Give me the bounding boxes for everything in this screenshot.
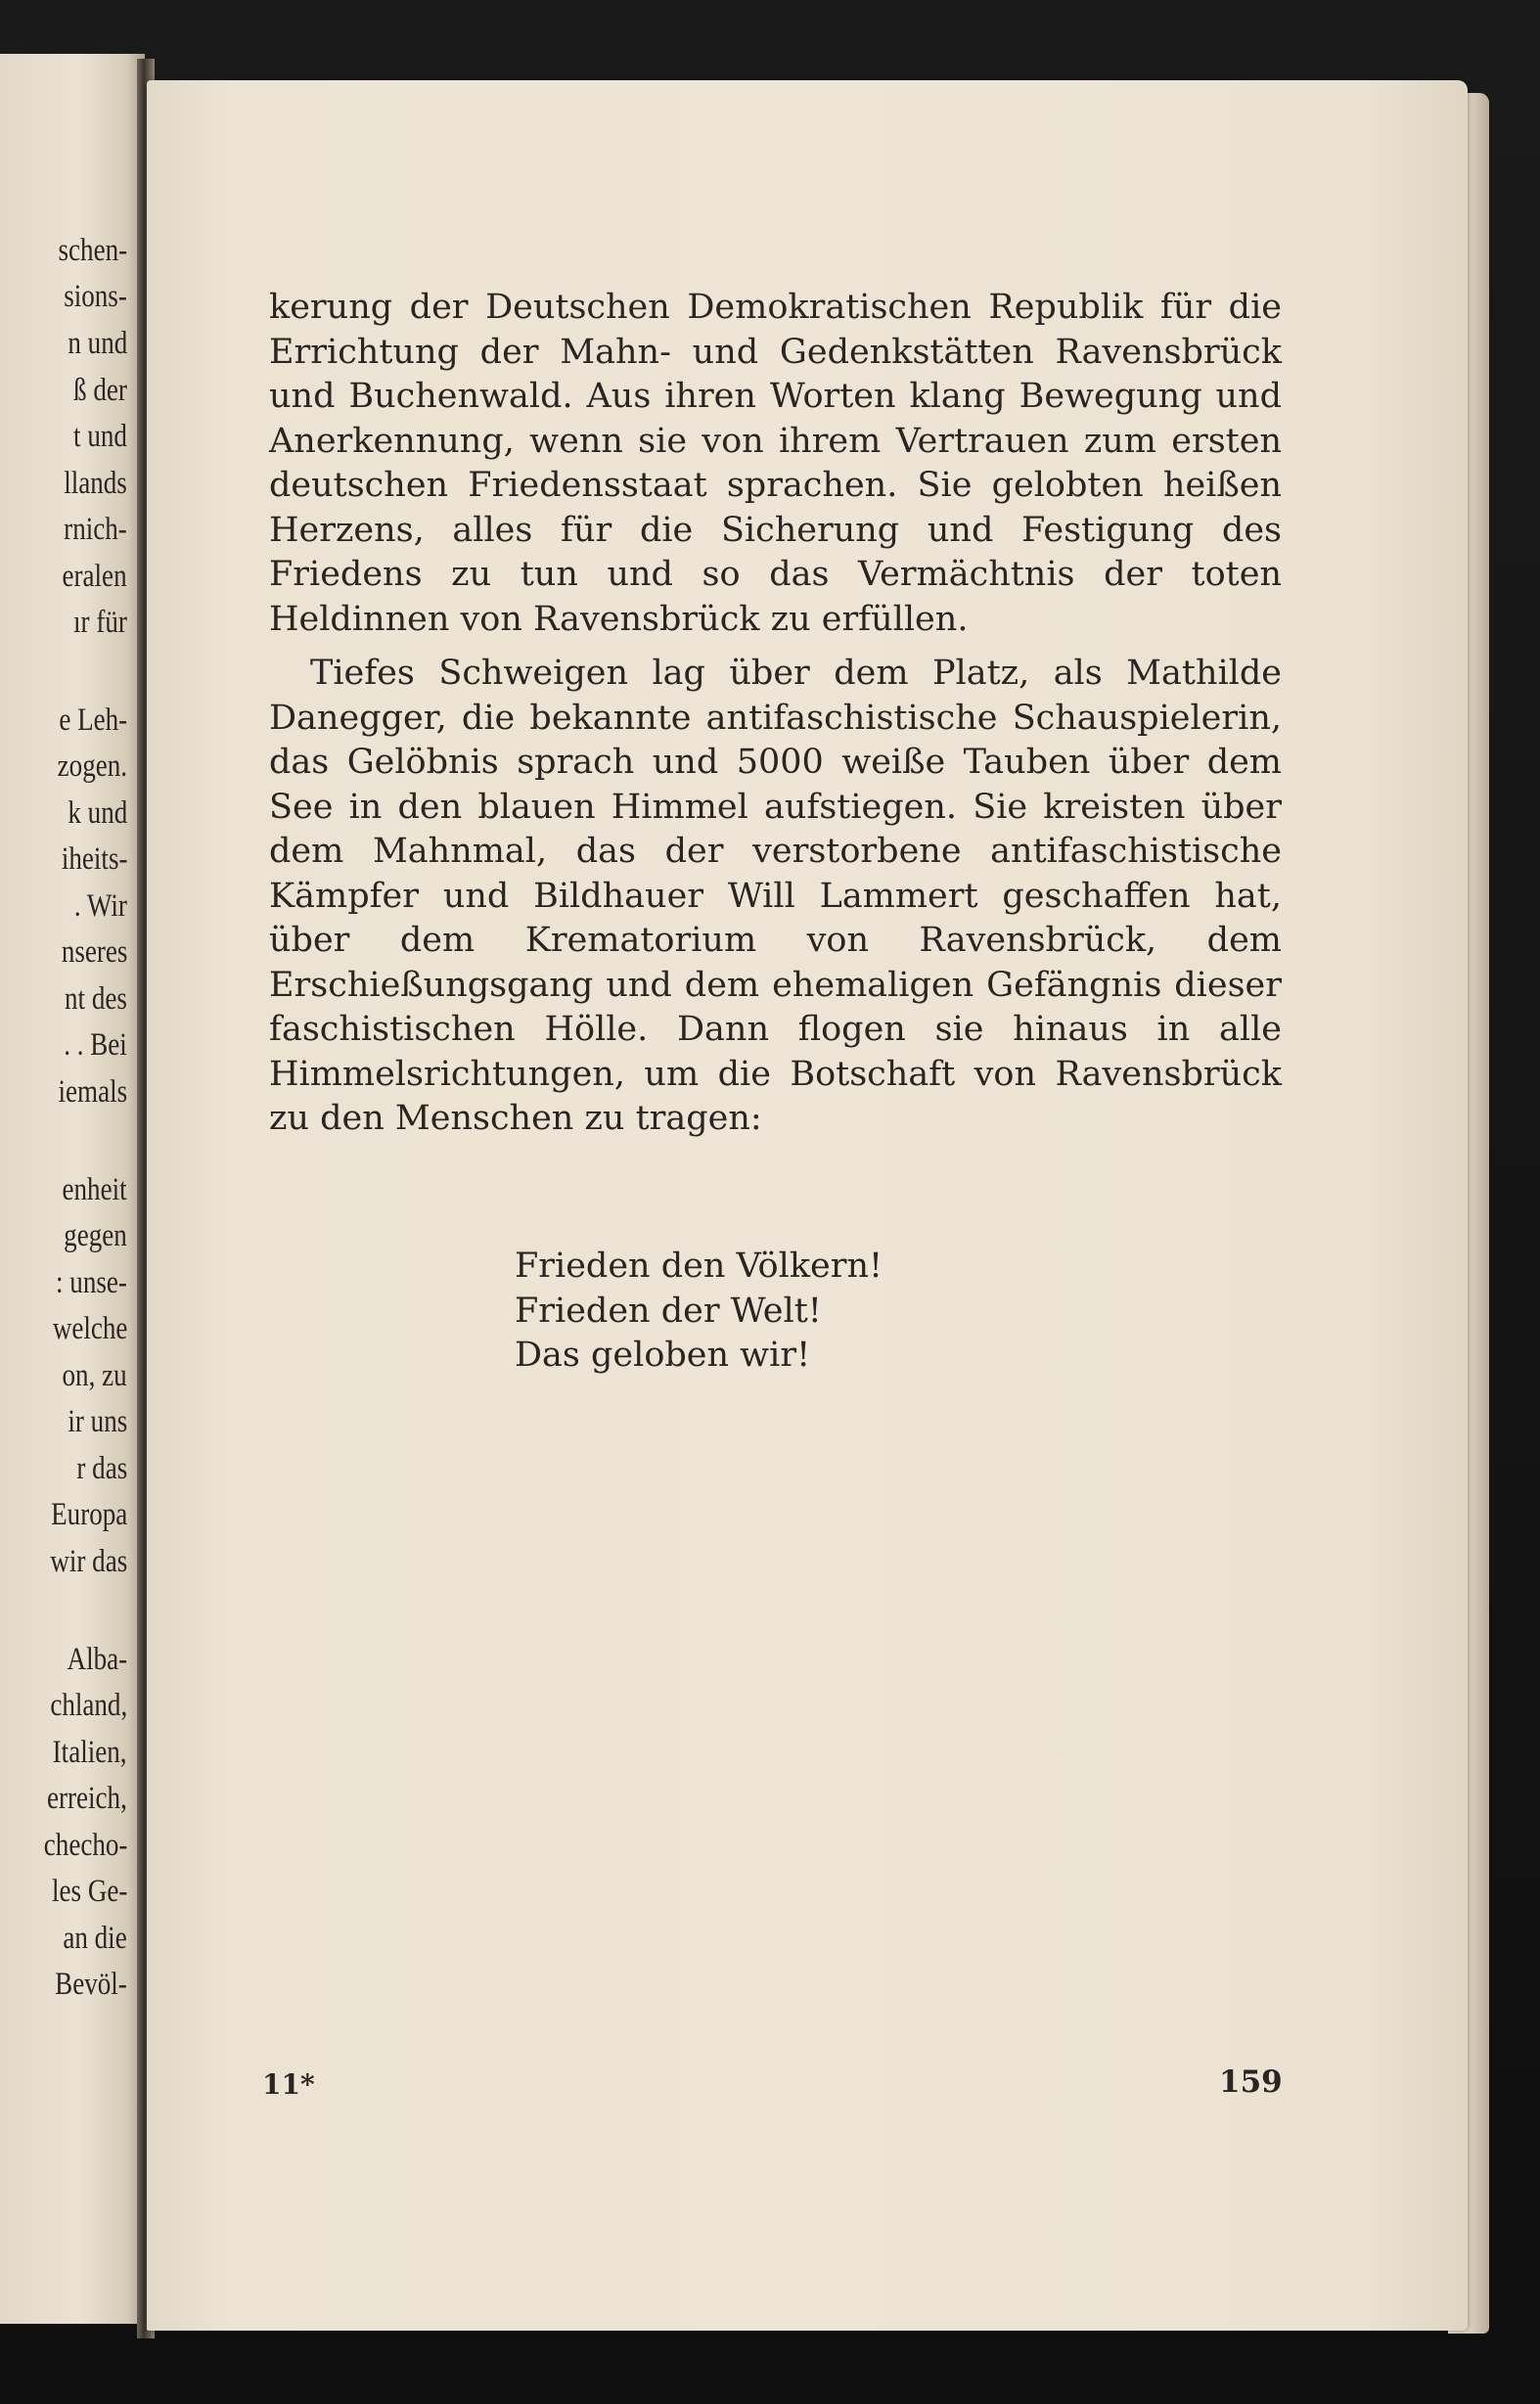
left-page-fragment: an die [63, 1921, 127, 1956]
left-page-fragment: r das [76, 1451, 127, 1486]
left-page-fragment: enheit [62, 1172, 127, 1207]
left-page-fragment: erreich, [47, 1781, 127, 1816]
left-page-fragment: . Wir [73, 888, 127, 924]
left-page-fragment: Europa [50, 1497, 127, 1532]
left-page-fragment: nt des [65, 981, 127, 1017]
left-page-fragment: e Leh- [59, 703, 127, 738]
page-number: 159 [1219, 2064, 1283, 2100]
left-page-fragment: t und [73, 419, 127, 454]
left-page-fragment: sions- [64, 279, 127, 314]
verse-line: Frieden der Welt! [515, 1291, 822, 1331]
left-page-fragment: zogen. [57, 748, 127, 784]
verse-line: Das geloben wir! [515, 1336, 811, 1375]
left-page-fragment: ır für [73, 605, 127, 640]
left-page-fragment: iheits- [61, 841, 127, 877]
left-page-fragment: iemals [58, 1074, 127, 1110]
left-page-fragment: Alba- [67, 1642, 127, 1677]
verse-line: Frieden den Völkern! [515, 1247, 883, 1286]
left-page-fragment: : unse- [56, 1265, 127, 1300]
left-page-fragment: ß der [73, 373, 127, 408]
paragraph: kerung der Deutschen Demokratischen Republik für die Errichtung der Mahn- und Gedenkstätten Ravensbrück und Buchenwald. Aus ihren Worten klang Bewegung und Anerkennung, wenn sie von ihrem Vertrauen zum ersten deutschen Friedensstaat sprachen. Sie gelobten heißen Herzens, alles für die Sicherung und Festigung des Friedens zu tun und so das Vermächtnis der toten Heldinnen von Ravensbrück zu erfüllen. [269, 288, 1282, 639]
body-text [269, 286, 1282, 1142]
left-page-fragment: . . Bei [64, 1027, 127, 1063]
left-page-fragment: les Ge- [51, 1874, 127, 1909]
left-page-fragment: schen- [58, 233, 127, 268]
left-page-fragment: ir uns [68, 1404, 127, 1439]
left-page-fragment: rnich- [64, 512, 127, 547]
left-page-fragment: welche [52, 1311, 127, 1346]
left-page-fragment: Bevöl- [55, 1967, 127, 2002]
left-page-fragment: eralen [62, 559, 127, 594]
left-page-fragment: wir das [50, 1544, 127, 1579]
left-page-fragment: k und [68, 795, 127, 831]
left-page-fragment: nseres [61, 934, 127, 970]
left-page-fragment: gegen [64, 1218, 127, 1253]
left-page-edge [0, 54, 145, 2324]
verse-block [515, 1245, 883, 1379]
left-page-fragment: n und [68, 326, 127, 361]
signature-mark: 11* [262, 2068, 315, 2101]
paragraph: Tiefes Schweigen lag über dem Platz, als Mathilde Danegger, die bekannte antifaschistische Schauspielerin, das Gelöbnis sprach und 5000 weiße Tauben über dem See in den blauen Himmel aufstiegen. Sie kreisten über dem Mahnmal, das der verstorbene antifaschistische Kämpfer und Bildhauer Will Lammert geschaffen hat, über dem Krematorium von Ravensbrück, dem Erschießungsgang und dem ehemaligen Gefängnis dieser faschistischen Hölle. Dann flogen sie hinaus in alle Himmelsrichtungen, um die Botschaft von Ravensbrück zu den Menschen zu tragen: [269, 654, 1282, 1138]
left-page-fragment: on, zu [62, 1358, 127, 1393]
left-page-fragment: checho- [43, 1828, 127, 1863]
left-page-fragment: llands [64, 466, 127, 501]
left-page-fragment: chland, [50, 1688, 127, 1723]
left-page-fragment: Italien, [53, 1735, 127, 1770]
